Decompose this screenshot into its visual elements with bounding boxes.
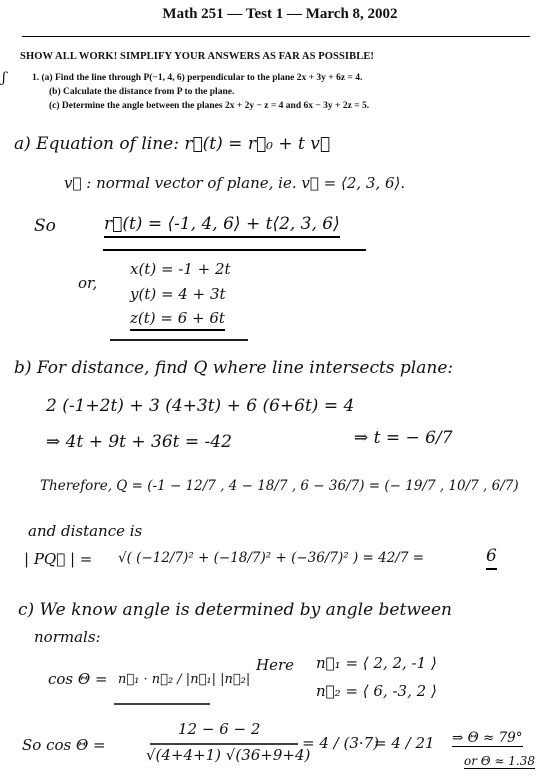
instructions: SHOW ALL WORK! SIMPLIFY YOUR ANSWERS AS FAR AS POSSIBLE! [20,51,375,62]
part-b-heading: b) For distance, find Q where line intersects plane: [14,358,454,378]
part-c-numerator: 12 − 6 − 2 [178,720,261,738]
part-c-answer-radians: or Θ ≈ 1.38 [464,754,536,768]
problem-part-c: (c) Determine the angle between the planes 2x + 2y − z = 4 and 6x − 3y + 2z = 5. [49,101,370,111]
part-c-here: Here [256,656,295,674]
param-y: y(t) = 4 + 3t [130,285,226,303]
part-b-t-value: ⇒ t = − 6/7 [354,428,453,448]
param-x: x(t) = -1 + 2t [130,260,231,278]
part-a-so: So [34,216,56,236]
part-c-cos-lhs: cos Θ = [48,670,108,688]
part-c-n2: n⃗₂ = ⟨ 6, -3, 2 ⟩ [316,682,437,700]
part-c-so-cos: So cos Θ = [22,736,106,754]
part-a-boxed-answer: r⃗(t) = ⟨-1, 4, 6⟩ + t⟨2, 3, 6⟩ [104,214,340,238]
part-b-point-q: Therefore, Q = (-1 − 12/7 , 4 − 18/7 , 6 − 36/7) = (− 19/7 , 10/7 , 6/7) [40,478,519,494]
part-b-eq2: ⇒ 4t + 9t + 36t = -42 [46,432,232,452]
part-c-denominator: √(4+4+1) √(36+9+4) [146,746,311,764]
part-a-normal-vector: v⃗ : normal vector of plane, ie. v⃗ = ⟨2, 3, 6⟩. [64,174,406,192]
part-a-heading: a) Equation of line: r⃗(t) = r⃗₀ + t v⃗ [14,134,331,154]
part-b-pq-lhs: | PQ⃗ | = [24,550,93,568]
part-b-distance-label: and distance is [28,522,143,540]
part-b-eq1: 2 (-1+2t) + 3 (4+3t) + 6 (6+6t) = 4 [46,396,355,416]
problem-part-b: (b) Calculate the distance from P to the plane. [49,87,235,97]
part-c-answer-degrees: ⇒ Θ ≈ 79° [452,730,523,746]
problem-part-a: 1. (a) Find the line through P(−1, 4, 6) perpendicular to the plane 2x + 3y + 6z = 4. [32,73,363,83]
part-b-distance-answer: 6 [486,546,497,570]
part-c-normals: normals: [34,628,101,646]
part-c-cos-fraction: n⃗₁ · n⃗₂ / |n⃗₁| |n⃗₂| [118,672,251,687]
page-title: Math 251 — Test 1 — March 8, 2002 [162,6,398,22]
part-a-or: or, [78,274,98,292]
part-c-n1: n⃗₁ = ⟨ 2, 2, -1 ⟩ [316,654,437,672]
part-c-heading: c) We know angle is determined by angle between [18,600,452,620]
part-c-simplify-2: = 4 / 21 [374,734,435,752]
part-c-simplify-1: = 4 / (3·7) [302,734,380,752]
part-b-pq-rhs: √( (−12/7)² + (−18/7)² + (−36/7)² ) = 42/7 = [118,550,425,566]
param-z: z(t) = 6 + 6t [130,309,225,331]
margin-mark: ʃ [2,70,6,86]
